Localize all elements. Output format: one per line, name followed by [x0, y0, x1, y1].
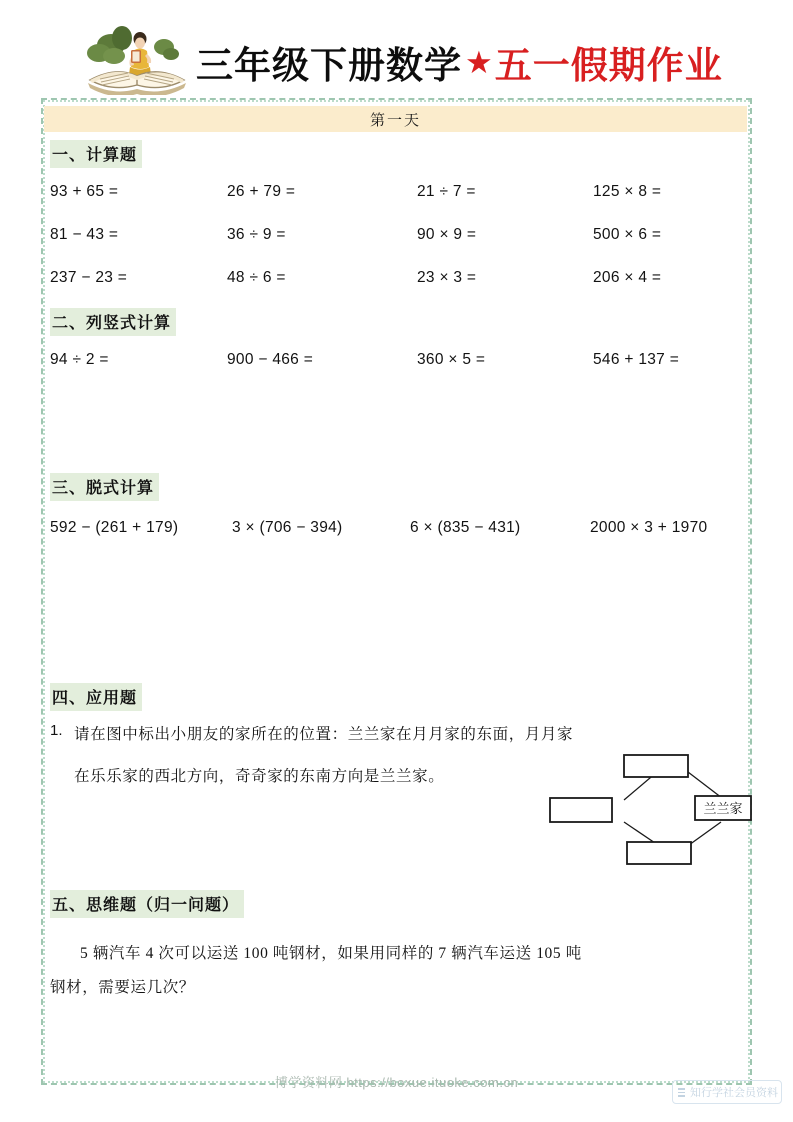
problem-item: 23 × 3 =	[417, 269, 477, 286]
page-title-subject: 三年级下册数学	[196, 46, 462, 87]
page-header	[0, 0, 793, 98]
problem-item: 237 − 23 =	[50, 269, 128, 286]
thinking-problem-line: 5 辆汽车 4 次可以运送 100 吨钢材，如果用同样的 7 辆汽车运送 105 吨	[80, 945, 582, 962]
section-heading-stepwise-calculation: 三、脱式计算	[50, 473, 159, 501]
lines-icon	[678, 1086, 686, 1098]
problem-item: 900 − 466 =	[227, 351, 314, 368]
book-with-reader-illustration	[78, 23, 196, 95]
page-title	[196, 30, 756, 94]
problem-item: 94 ÷ 2 =	[50, 351, 109, 368]
problem-item: 360 × 5 =	[417, 351, 486, 368]
day-banner-label: 第一天	[369, 112, 421, 129]
problem-row	[50, 269, 740, 293]
problem-item: 81 − 43 =	[50, 226, 119, 243]
problem-row	[50, 183, 740, 207]
problem-row	[50, 351, 740, 375]
problem-item: 546 + 137 =	[593, 351, 680, 368]
problem-item: 48 ÷ 6 =	[227, 269, 286, 286]
day-banner	[44, 106, 747, 132]
problem-item: 592 − (261 + 179)	[50, 519, 179, 536]
problem-item: 3 × (706 − 394)	[232, 519, 343, 536]
star-icon: ★	[465, 44, 493, 80]
word-problem-line: 请在图中标出小朋友的家所在的位置：兰兰家在月月家的东面，月月家	[74, 726, 574, 743]
problem-item: 21 ÷ 7 =	[417, 183, 476, 200]
problem-item: 90 × 9 =	[417, 226, 477, 243]
problem-row	[50, 226, 740, 250]
problem-item: 500 × 6 =	[593, 226, 662, 243]
diagram-box-bottom	[627, 842, 691, 864]
problem-item: 36 ÷ 9 =	[227, 226, 286, 243]
problem-item: 26 + 79 =	[227, 183, 296, 200]
section-heading-calculation: 一、计算题	[50, 140, 142, 168]
direction-diagram	[545, 750, 757, 872]
problem-item: 6 × (835 − 431)	[410, 519, 521, 536]
diagram-box-left	[550, 798, 612, 822]
word-problem-line: 在乐乐家的西北方向，奇奇家的东南方向是兰兰家。	[74, 768, 445, 785]
page-title-holiday: 五一假期作业	[494, 46, 723, 87]
member-resource-badge-label: 知行学社会员资料	[690, 1087, 778, 1099]
diagram-box-right-label: 兰兰家	[703, 801, 743, 816]
section-heading-thinking-problem: 五、思维题（归一问题）	[50, 890, 244, 918]
problem-item: 2000 × 3 + 1970	[590, 519, 708, 536]
section-heading-vertical-calculation: 二、列竖式计算	[50, 308, 176, 336]
problem-row	[50, 519, 740, 543]
thinking-problem-line: 钢材，需要运几次？	[50, 979, 195, 996]
word-problem-number: 1.	[50, 722, 63, 739]
section-heading-word-problems: 四、应用题	[50, 683, 142, 711]
problem-item: 93 + 65 =	[50, 183, 119, 200]
footer-watermark: 博学资料网 https://boxue.ituoke.com.cn	[274, 1075, 519, 1090]
member-resource-badge	[672, 1080, 782, 1104]
problem-item: 206 × 4 =	[593, 269, 662, 286]
diagram-box-top	[624, 755, 688, 777]
problem-item: 125 × 8 =	[593, 183, 662, 200]
